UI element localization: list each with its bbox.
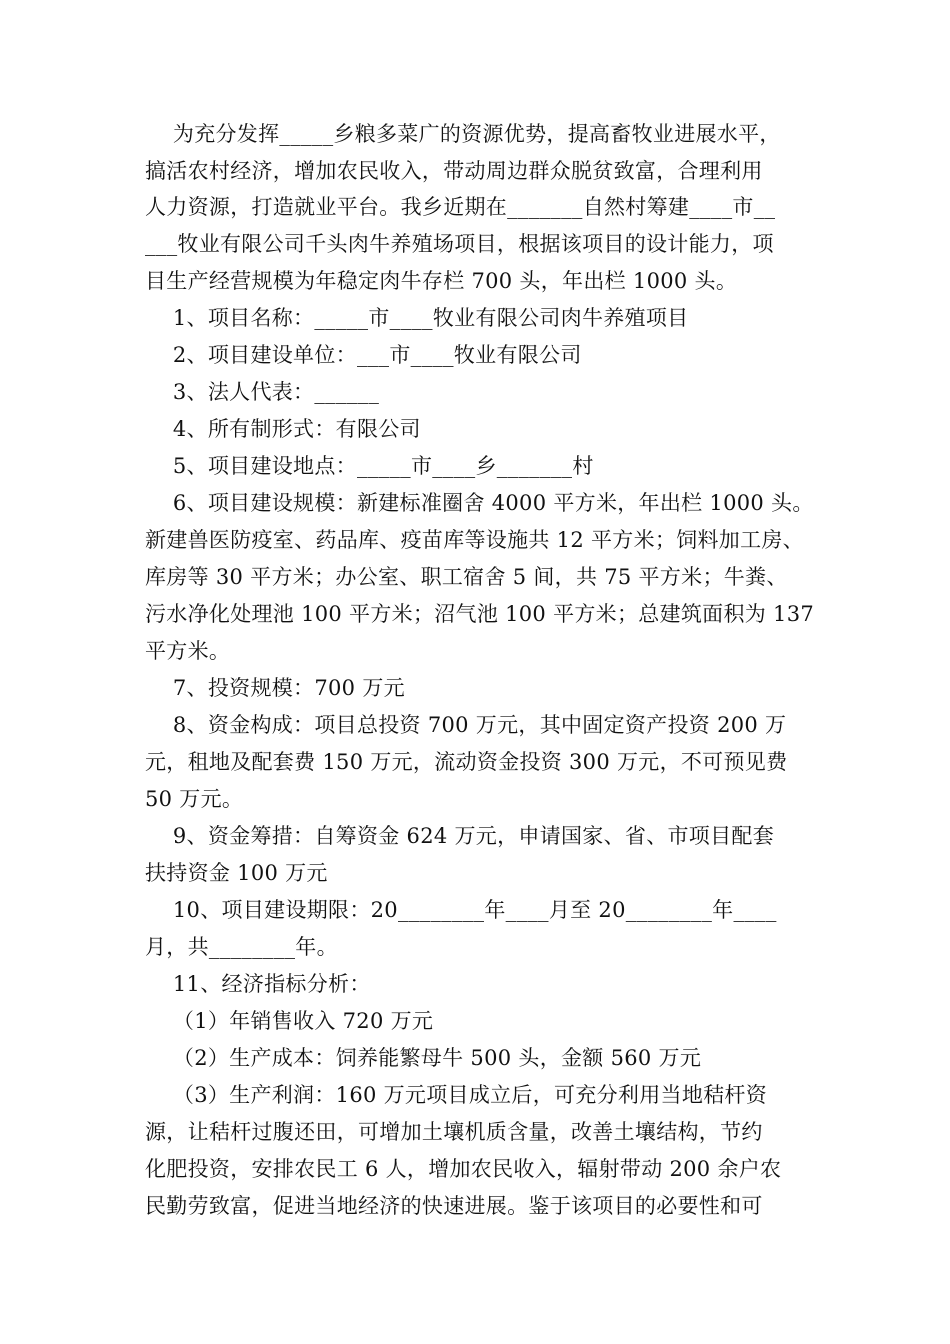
text-line: 7、投资规模：700 万元 [145,676,405,700]
text-line: 10、项目建设期限：20________年____月至 20________年____ [145,898,777,922]
text-line: 新建兽医防疫室、药品库、疫苗库等设施共 12 平方米；饲料加工房、 [145,528,804,552]
text-line: 污水净化处理池 100 平方米；沼气池 100 平方米；总建筑面积为 137 [145,602,815,626]
text-line: （1）年销售收入 720 万元 [145,1009,434,1033]
text-line: 化肥投资，安排农民工 6 人，增加农民收入，辐射带动 200 余户农 [145,1157,782,1181]
text-line: 1、项目名称：_____市____牧业有限公司肉牛养殖项目 [145,306,689,330]
text-line: 11、经济指标分析： [145,972,371,996]
text-line: （3）生产利润：160 万元项目成立后，可充分利用当地秸杆资 [145,1083,768,1107]
text-line: 3、法人代表：______ [145,380,380,404]
text-line: 6、项目建设规模：新建标准圈舍 4000 平方米，年出栏 1000 头。 [145,491,814,515]
text-line: （2）生产成本：饲养能繁母牛 500 头，金额 560 万元 [145,1046,702,1070]
text-line: 50 万元。 [145,787,244,811]
text-line: 8、资金构成：项目总投资 700 万元，其中固定资产投资 200 万 [145,713,787,737]
text-line: 2、项目建设单位：___市____牧业有限公司 [145,343,582,367]
text-line: 4、所有制形式：有限公司 [145,417,421,441]
text-line: 搞活农村经济，增加农民收入，带动周边群众脱贫致富，合理利用 [145,159,763,183]
text-line: 人力资源，打造就业平台。我乡近期在_______自然村筹建____市__ [145,195,776,219]
text-line: ___牧业有限公司千头肉牛养殖场项目，根据该项目的设计能力，项 [145,232,774,256]
text-line: 源，让秸杆过腹还田，可增加土壤机质含量，改善土壤结构，节约 [145,1120,763,1144]
text-line: 目生产经营规模为年稳定肉牛存栏 700 头，年出栏 1000 头。 [145,269,738,293]
text-line: 月，共________年。 [145,935,338,959]
text-line: 库房等 30 平方米；办公室、职工宿舍 5 间，共 75 平方米；牛粪、 [145,565,788,589]
text-line: 5、项目建设地点：_____市____乡_______村 [145,454,594,478]
text-line: 平方米。 [145,639,231,663]
text-line: 9、资金筹措：自筹资金 624 万元，申请国家、省、市项目配套 [145,824,774,848]
text-line: 元，租地及配套费 150 万元，流动资金投资 300 万元，不可预见费 [145,750,788,774]
text-line: 扶持资金 100 万元 [145,861,328,885]
text-line: 民勤劳致富，促进当地经济的快速进展。鉴于该项目的必要性和可 [145,1194,763,1218]
text-line: 为充分发挥_____乡粮多菜广的资源优势，提高畜牧业进展水平， [145,122,781,146]
